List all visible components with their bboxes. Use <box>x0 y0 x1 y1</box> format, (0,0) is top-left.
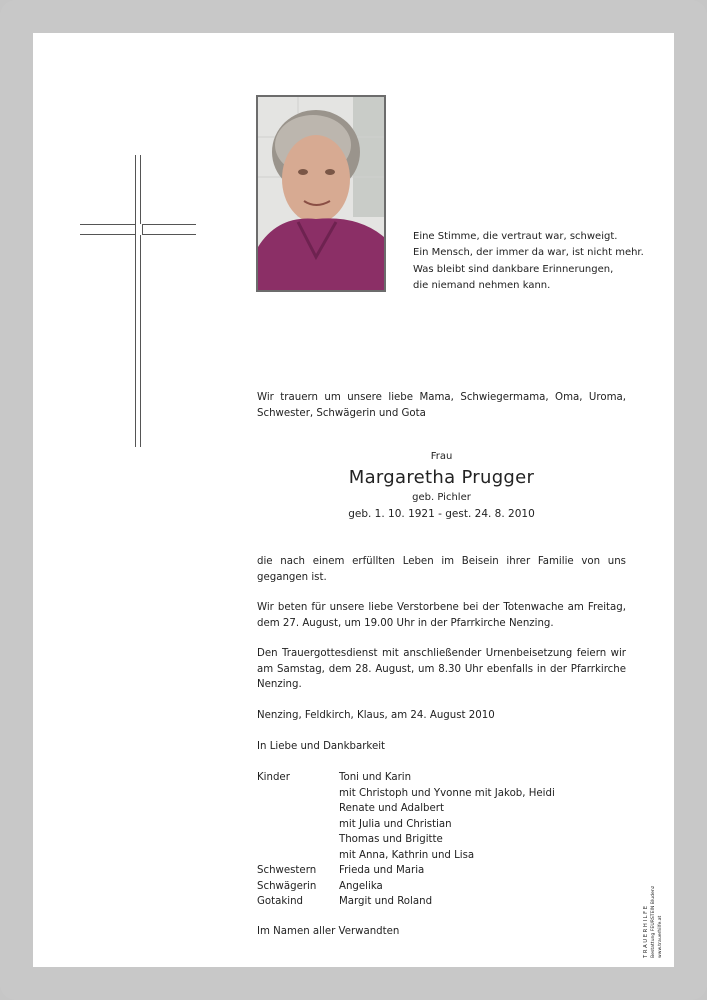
relative-label: Schwestern <box>257 865 317 876</box>
life-dates: geb. 1. 10. 1921 - gest. 24. 8. 2010 <box>348 508 535 520</box>
relative-names: mit Anna, Kathrin und Lisa <box>339 849 475 861</box>
relative-row <box>257 832 555 848</box>
relative-label <box>257 848 339 864</box>
portrait-photo <box>256 95 386 292</box>
poem-line: die niemand nehmen kann. <box>413 279 551 291</box>
relative-row <box>257 817 555 833</box>
relative-label: Gotakind <box>257 896 304 907</box>
relative-row <box>257 848 555 864</box>
relative-label <box>257 832 339 848</box>
maiden-name: geb. Pichler <box>412 492 471 503</box>
service-text: Den Trauergottesdienst mit anschließender Urnenbeisetzung feiern wir am Samstag, dem 28. August, um 8.30 Uhr ebenfalls in der Pfarrkirche Nenzing. <box>257 648 626 690</box>
relative-label <box>257 786 339 802</box>
relative-row <box>257 863 555 879</box>
relative-names: Thomas und Brigitte <box>339 834 443 845</box>
relative-names: Frieda und Maria <box>339 865 425 876</box>
relatives-list <box>257 770 555 910</box>
relative-label <box>257 817 339 833</box>
relative-row <box>257 770 555 786</box>
funeral-home-logo <box>640 858 664 958</box>
relative-row <box>257 786 555 802</box>
relative-row <box>257 879 555 895</box>
name-prefix: Frau <box>430 451 453 462</box>
logo-line-1: T R A U E R H I L F E <box>643 905 649 958</box>
relative-label: Kinder <box>257 772 290 783</box>
relative-row <box>257 894 555 910</box>
relative-row <box>257 801 555 817</box>
relative-names: Renate und Adalbert <box>339 803 444 814</box>
relative-names: Angelika <box>339 880 383 892</box>
place-date: Nenzing, Feldkirch, Klaus, am 24. August 2010 <box>257 710 495 721</box>
memorial-poem <box>413 229 644 294</box>
vigil-text: Wir beten für unsere liebe Verstorbene bei der Totenwache am Freitag, dem 27. August, um 19.00 Uhr in der Pfarrkirche Nenzing. <box>257 602 626 629</box>
signoff-text: Im Namen aller Verwandten <box>257 926 400 937</box>
poem-line: Was bleibt sind dankbare Erinnerungen, <box>413 263 614 275</box>
logo-line-2: Bestattung FEURSTEIN Bludenz <box>651 885 656 958</box>
relative-names: Toni und Karin <box>339 772 412 783</box>
passing-text: die nach einem erfüllten Leben im Beisein ihrer Familie von uns gegangen ist. <box>257 556 626 583</box>
closing-text: In Liebe und Dankbarkeit <box>257 741 386 752</box>
relative-label: Schwägerin <box>257 880 317 892</box>
poem-line: Ein Mensch, der immer da war, ist nicht mehr. <box>413 247 644 259</box>
relative-names: mit Christoph und Yvonne mit Jakob, Heidi <box>339 787 555 799</box>
relative-names: mit Julia und Christian <box>339 818 452 830</box>
logo-line-3: www.trauerhilfe.at <box>658 915 663 958</box>
poem-line: Eine Stimme, die vertraut war, schweigt. <box>413 231 618 242</box>
relative-label <box>257 801 339 817</box>
relative-names: Margit und Roland <box>339 896 433 907</box>
intro-text: Wir trauern um unsere liebe Mama, Schwiegermama, Oma, Uroma, Schwester, Schwägerin und Gota <box>257 392 626 419</box>
deceased-name: Margaretha Prugger <box>348 467 535 488</box>
